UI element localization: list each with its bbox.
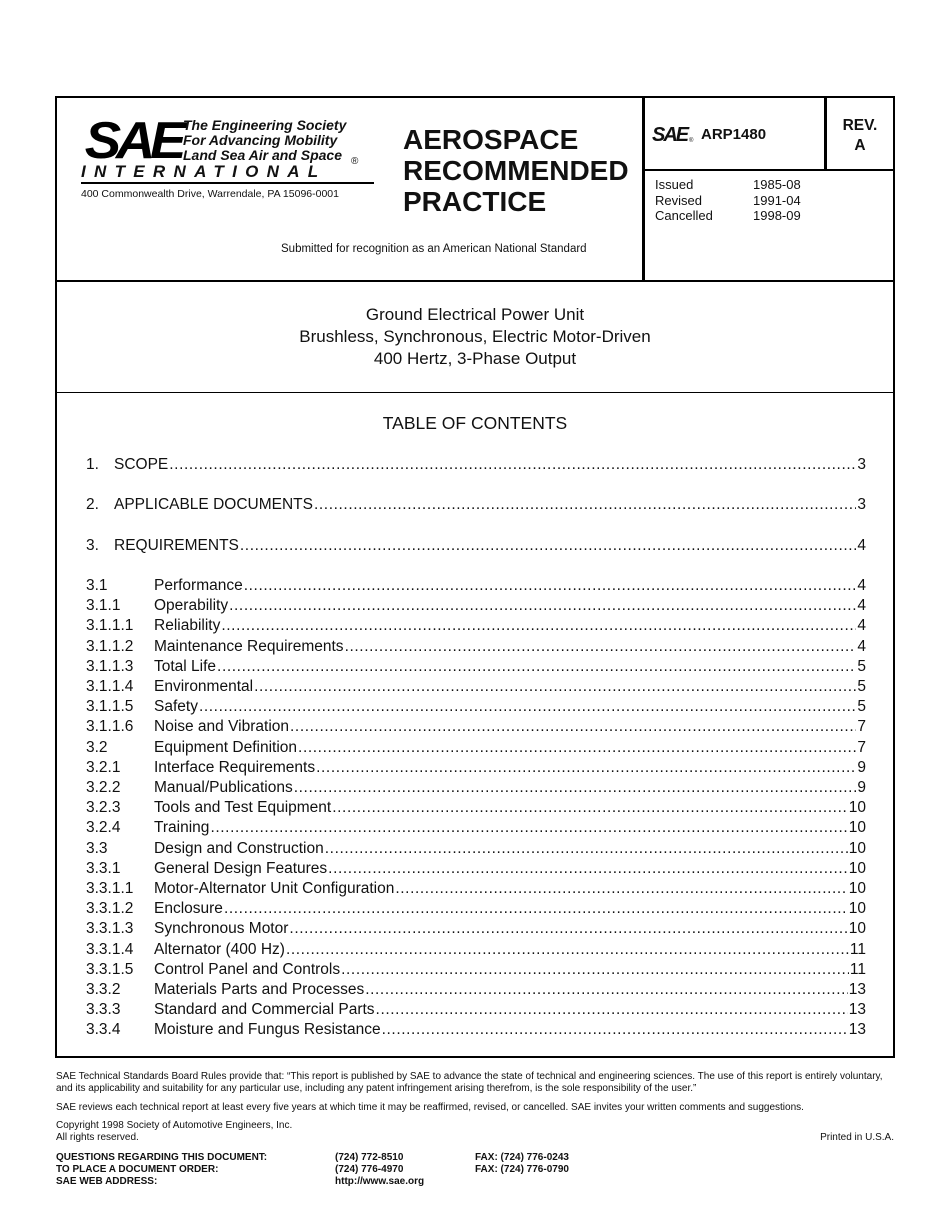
toc-entry-title: Equipment Definition [154,738,298,756]
toc-entry-page: 3 [857,496,866,513]
toc-entry-number: 2. [86,496,99,513]
toc-entry-number: 3. [86,537,99,554]
registered-mark: ® [351,156,359,167]
revision: REV. A [842,117,878,154]
toc-entry-number: 3.1.1.5 [86,698,134,716]
toc-entry-number: 3.3.2 [86,981,121,998]
toc-entry-number: 3.3.1 [86,859,121,877]
toc-leader-dots [395,880,847,898]
toc-leader-dots [290,718,856,736]
toc-entry-page: 5 [857,657,866,675]
toc-entry-number: 3.1.1.3 [86,657,134,675]
toc-entry-page: 11 [849,960,866,978]
contact-row: QUESTIONS REGARDING THIS DOCUMENT: (724) 772-8510 FAX: (724) 776-0243 [56,1152,569,1163]
toc-entry-number: 3.3.4 [86,1021,121,1039]
toc-leader-dots [221,617,856,635]
toc-entry-title: Manual/Publications [154,779,293,796]
toc-leader-dots [332,799,848,817]
toc-leader-dots [224,900,848,918]
toc-leader-dots [210,819,847,837]
contact-row: TO PLACE A DOCUMENT ORDER: (724) 776-4970 FAX: (724) 776-0790 [56,1164,569,1175]
toc-entry-page: 10 [848,799,866,817]
toc-entry-page: 10 [848,880,866,897]
document-type: AEROSPACE RECOMMENDED PRACTICE [403,124,629,217]
toc-entry-number: 3.3.1.1 [86,880,134,897]
toc-entry-page: 9 [857,758,866,776]
toc-leader-dots [376,1001,848,1019]
toc-entry-title: Operability [154,597,229,615]
toc-leader-dots [316,759,856,777]
toc-leader-dots [328,860,848,878]
toc-entry-number: 3.3.1.2 [86,900,134,918]
toc-entry[interactable] [86,678,866,698]
toc-entry[interactable] [86,658,866,678]
toc-entry-number: 3.2.2 [86,779,121,796]
toc-entry[interactable] [86,456,866,476]
toc-leader-dots [217,658,856,676]
toc-entry-number: 3.3.1.3 [86,920,134,938]
toc-entry-number: 3.2 [86,738,108,756]
toc-leader-dots [345,638,857,656]
ansi-note: Submitted for recognition as an American National Standard [281,243,587,255]
toc-entry-page: 10 [848,819,866,837]
toc-leader-dots [382,1021,848,1039]
toc-entry[interactable] [86,698,866,718]
toc-entry-title: Total Life [154,657,217,675]
toc-entry-title: Training [154,819,210,837]
toc-entry[interactable] [86,920,866,940]
toc-leader-dots [229,597,856,615]
toc-entry[interactable] [86,981,866,1001]
board-rules: SAE Technical Standards Board Rules provide that: “This report is published by SAE to advance the state of technical and engineering sciences. The use of this report is entirely voluntary, and its applicability and suitability for any particular use, including any patent infringement arising therefrom, is the sole responsibility of the user.” [56,1071,883,1094]
web-address-link[interactable]: http://www.sae.org [335,1176,425,1187]
toc-entry-title: APPLICABLE DOCUMENTS [114,496,313,513]
toc-entry-page: 13 [848,1001,866,1019]
review-note: SAE reviews each technical report at least every five years at which time it may be reaffirmed, revised, or cancelled. SAE invites your written comments and suggestions. [56,1102,804,1113]
toc-entry-page: 4 [857,577,866,594]
toc-entry-page: 7 [857,718,866,736]
toc-entry[interactable] [86,537,866,557]
toc-entry-number: 3.2.3 [86,799,121,817]
printed-in: Printed in U.S.A. [820,1132,894,1143]
toc-entry-title: Moisture and Fungus Resistance [154,1021,381,1039]
toc-leader-dots [254,678,856,696]
toc-entry[interactable] [86,496,866,516]
title-line: 400 Hertz, 3-Phase Output [373,348,577,368]
toc-entry-title: REQUIREMENTS [114,537,239,554]
date-row: Issued 1985-08 [655,177,801,192]
toc-leader-dots [240,537,857,555]
date-row: Cancelled 1998-09 [655,208,801,223]
toc-entry-number: 3.2.4 [86,819,121,837]
toc-entry-number: 3.1.1.1 [86,617,134,635]
toc-entry[interactable] [86,718,866,738]
doc-dates [655,177,801,224]
toc-entry-title: Interface Requirements [154,758,316,776]
toc-leader-dots [289,920,847,938]
toc-entry-page: 10 [848,839,866,857]
document-title [57,283,893,393]
toc-entry-title: SCOPE [114,456,169,473]
toc-entry-title: Noise and Vibration [154,718,289,736]
toc-entry-page: 5 [857,698,866,716]
toc-leader-dots [199,698,856,716]
toc-entry[interactable] [86,799,866,819]
toc-leader-dots [314,496,856,514]
toc-entry-number: 3.1.1.2 [86,637,134,655]
toc-entry-title: Safety [154,698,198,716]
toc-entry-title: Tools and Test Equipment [154,799,332,817]
sae-address: 400 Commonwealth Drive, Warrendale, PA 15096-0001 [81,188,339,200]
toc-entry-number: 3.2.1 [86,758,121,776]
toc-entry-number: 3.1.1.4 [86,678,134,695]
toc-entry[interactable] [86,819,866,839]
toc-entry-title: Reliability [154,617,221,635]
toc-entry-title: Performance [154,577,243,594]
mini-registered-mark: ® [689,138,694,144]
toc-entry[interactable] [86,961,866,981]
document-frame [55,96,895,1058]
toc-entry-page: 10 [848,859,866,877]
toc-entry[interactable] [86,577,866,597]
toc-leader-dots [325,840,848,858]
toc-entry[interactable] [86,900,866,920]
toc-entry-page: 10 [848,900,866,918]
toc-entry-page: 13 [848,1021,866,1039]
toc-entry-number: 1. [86,456,99,473]
toc-entry[interactable] [86,638,866,658]
copyright: Copyright 1998 Society of Automotive Engineers, Inc. All rights reserved. Printed in U.S.A. [56,1120,894,1143]
toc-entry-page: 7 [857,738,866,756]
toc-entry-page: 4 [857,637,866,655]
toc-leader-dots [169,456,856,474]
toc-entry[interactable] [86,1021,866,1041]
doc-number: ARP1480 [701,126,767,143]
toc-entry-title: Control Panel and Controls [154,960,341,978]
title-line: Ground Electrical Power Unit [365,304,585,324]
toc-entry-page: 3 [857,456,866,473]
toc-entry-page: 10 [848,920,866,938]
toc-entry-page: 4 [857,597,866,615]
toc-entry-page: 5 [857,678,866,695]
sae-tagline: The Engineering Society For Advancing Mobility Land Sea Air and Space [183,117,347,163]
toc-entry-title: Motor-Alternator Unit Configuration [154,880,395,897]
contacts [56,1152,569,1188]
toc-entry-number: 3.3.1.5 [86,960,134,978]
toc-entry-page: 11 [849,940,866,958]
toc-entry-title: Maintenance Requirements [154,637,344,655]
toc-entry-title: Design and Construction [154,839,324,857]
toc-entry-page: 4 [857,617,866,635]
sae-logo-mark: SAE [84,112,182,170]
toc-entry[interactable] [86,860,866,880]
toc-entry-title: Alternator (400 Hz) [154,940,285,958]
toc-entry[interactable] [86,840,866,860]
toc-entry-number: 3.1 [86,577,108,594]
sae-international: INTERNATIONAL [81,162,327,181]
toc-entry-title: Environmental [154,678,254,695]
toc-entry-page: 13 [848,981,866,998]
toc-entry[interactable] [86,759,866,779]
date-row: Revised 1991-04 [655,192,801,208]
toc-entry[interactable] [86,1001,866,1021]
toc-entry-title: Synchronous Motor [154,920,289,938]
toc-entry[interactable] [86,617,866,637]
toc-leader-dots [286,941,849,959]
toc-entry[interactable] [86,597,866,617]
mini-sae-logo: SAE [652,124,688,146]
toc-leader-dots [244,577,857,595]
contact-row: SAE WEB ADDRESS: http://www.sae.org [56,1176,569,1188]
logo-rule [81,182,374,184]
toc-entry-title: General Design Features [154,859,328,877]
toc-entry-title: Standard and Commercial Parts [154,1001,375,1019]
toc-leader-dots [294,779,857,797]
toc-entry[interactable] [86,779,866,799]
toc-entry[interactable] [86,941,866,961]
toc-leader-dots [298,739,856,757]
title-line: Brushless, Synchronous, Electric Motor-Driven [299,326,651,346]
toc-entry-number: 3.1.1 [86,597,121,615]
toc-entry-number: 3.3.3 [86,1001,121,1019]
toc-leader-dots [365,981,848,999]
toc-heading: TABLE OF CONTENTS [382,413,568,433]
doc-number-box [644,98,893,171]
toc-entry-title: Enclosure [154,900,223,918]
toc-entry-page: 9 [857,779,866,796]
toc-entry[interactable] [86,880,866,900]
toc-entry[interactable] [86,739,866,759]
toc-entry-page: 4 [857,537,866,554]
toc-entry-number: 3.3.1.4 [86,940,134,958]
toc-entry-number: 3.1.1.6 [86,718,134,736]
toc-entry-number: 3.3 [86,839,108,857]
toc-entry-title: Materials Parts and Processes [154,981,365,998]
header [57,98,893,282]
toc-leader-dots [341,961,849,979]
